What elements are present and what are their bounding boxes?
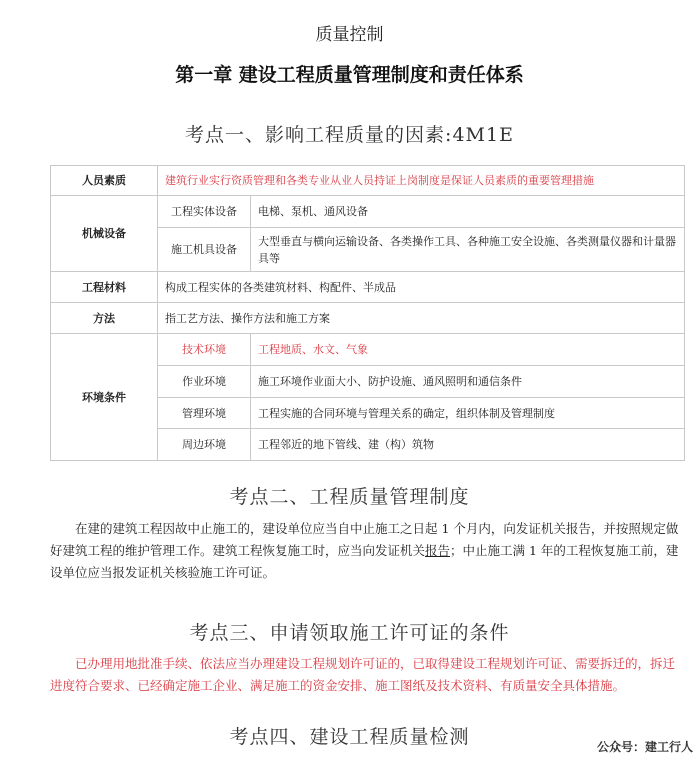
content-cell: 建筑行业实行资质管理和各类专业从业人员持证上岗制度是保证人员素质的重要管理措施 <box>158 166 685 196</box>
paragraph-permit-conditions: 已办理用地批准手续、依法应当办理建设工程规划许可证的，已取得建设工程规划许可证、需要拆迁的，拆迁进度符合要求、已经确定施工企业、满足施工的资金安排、施工图纸及技术资料、有质量安全具体措施。 <box>50 656 676 693</box>
sub-label-cell: 作业环境 <box>158 366 251 398</box>
sub-label-cell: 周边环境 <box>158 429 251 461</box>
content-cell: 工程邻近的地下管线、建（构）筑物 <box>251 429 685 461</box>
underlined-text: 报告 <box>425 543 451 558</box>
category-cell: 环境条件 <box>51 334 158 461</box>
content-cell: 施工环境作业面大小、防护设施、通风照明和通信条件 <box>251 366 685 398</box>
paragraph-suspension <box>50 518 686 584</box>
table-row <box>51 196 685 228</box>
sub-label-cell: 施工机具设备 <box>158 228 251 272</box>
table-row <box>51 303 685 334</box>
content-cell: 电梯、泵机、通风设备 <box>251 196 685 228</box>
table-row <box>51 166 685 196</box>
sub-label-cell: 工程实体设备 <box>158 196 251 228</box>
section-title-4: 考点四、建设工程质量检测 <box>229 726 470 748</box>
table-row <box>51 334 685 366</box>
category-cell: 机械设备 <box>51 196 158 272</box>
sub-label-cell: 技术环境 <box>158 334 251 366</box>
category-cell: 方法 <box>51 303 158 334</box>
content-cell: 指工艺方法、操作方法和施工方案 <box>158 303 685 334</box>
factors-table <box>50 165 685 461</box>
content-cell: 构成工程实体的各类建筑材料、构配件、半成品 <box>158 272 685 303</box>
section-title-1: 考点一、影响工程质量的因素:4M1E <box>185 124 514 146</box>
watermark: 公众号：建工行人 <box>596 740 693 754</box>
content-cell: 工程地质、水文、气象 <box>251 334 685 366</box>
paragraph-text: ；中止施工满 1 年的工程恢复施工前，建设单位应当报发证机关核验施工许可证。 <box>50 543 679 580</box>
category-cell: 工程材料 <box>51 272 158 303</box>
table-row <box>51 272 685 303</box>
content-cell: 大型垂直与横向运输设备、各类操作工具、各种施工安全设施、各类测量仪器和计量器具等 <box>251 228 685 272</box>
category-cell: 人员素质 <box>51 166 158 196</box>
paragraph-text: 在建的建筑工程因故中止施工的，建设单位应当自中止施工之日起 1 个月内，向发证机关报告，并按照规定做好建筑工程的维护管理工作。建筑工程恢复施工时，应当向发证机关 <box>50 521 679 558</box>
section-title-3: 考点三、申请领取施工许可证的条件 <box>189 622 510 644</box>
page-title: 质量控制 <box>315 25 384 45</box>
content-cell: 工程实施的合同环境与管理关系的确定，组织体制及管理制度 <box>251 398 685 429</box>
chapter-title: 第一章 建设工程质量管理制度和责任体系 <box>175 64 524 86</box>
sub-label-cell: 管理环境 <box>158 398 251 429</box>
section-title-2: 考点二、工程质量管理制度 <box>229 486 470 508</box>
